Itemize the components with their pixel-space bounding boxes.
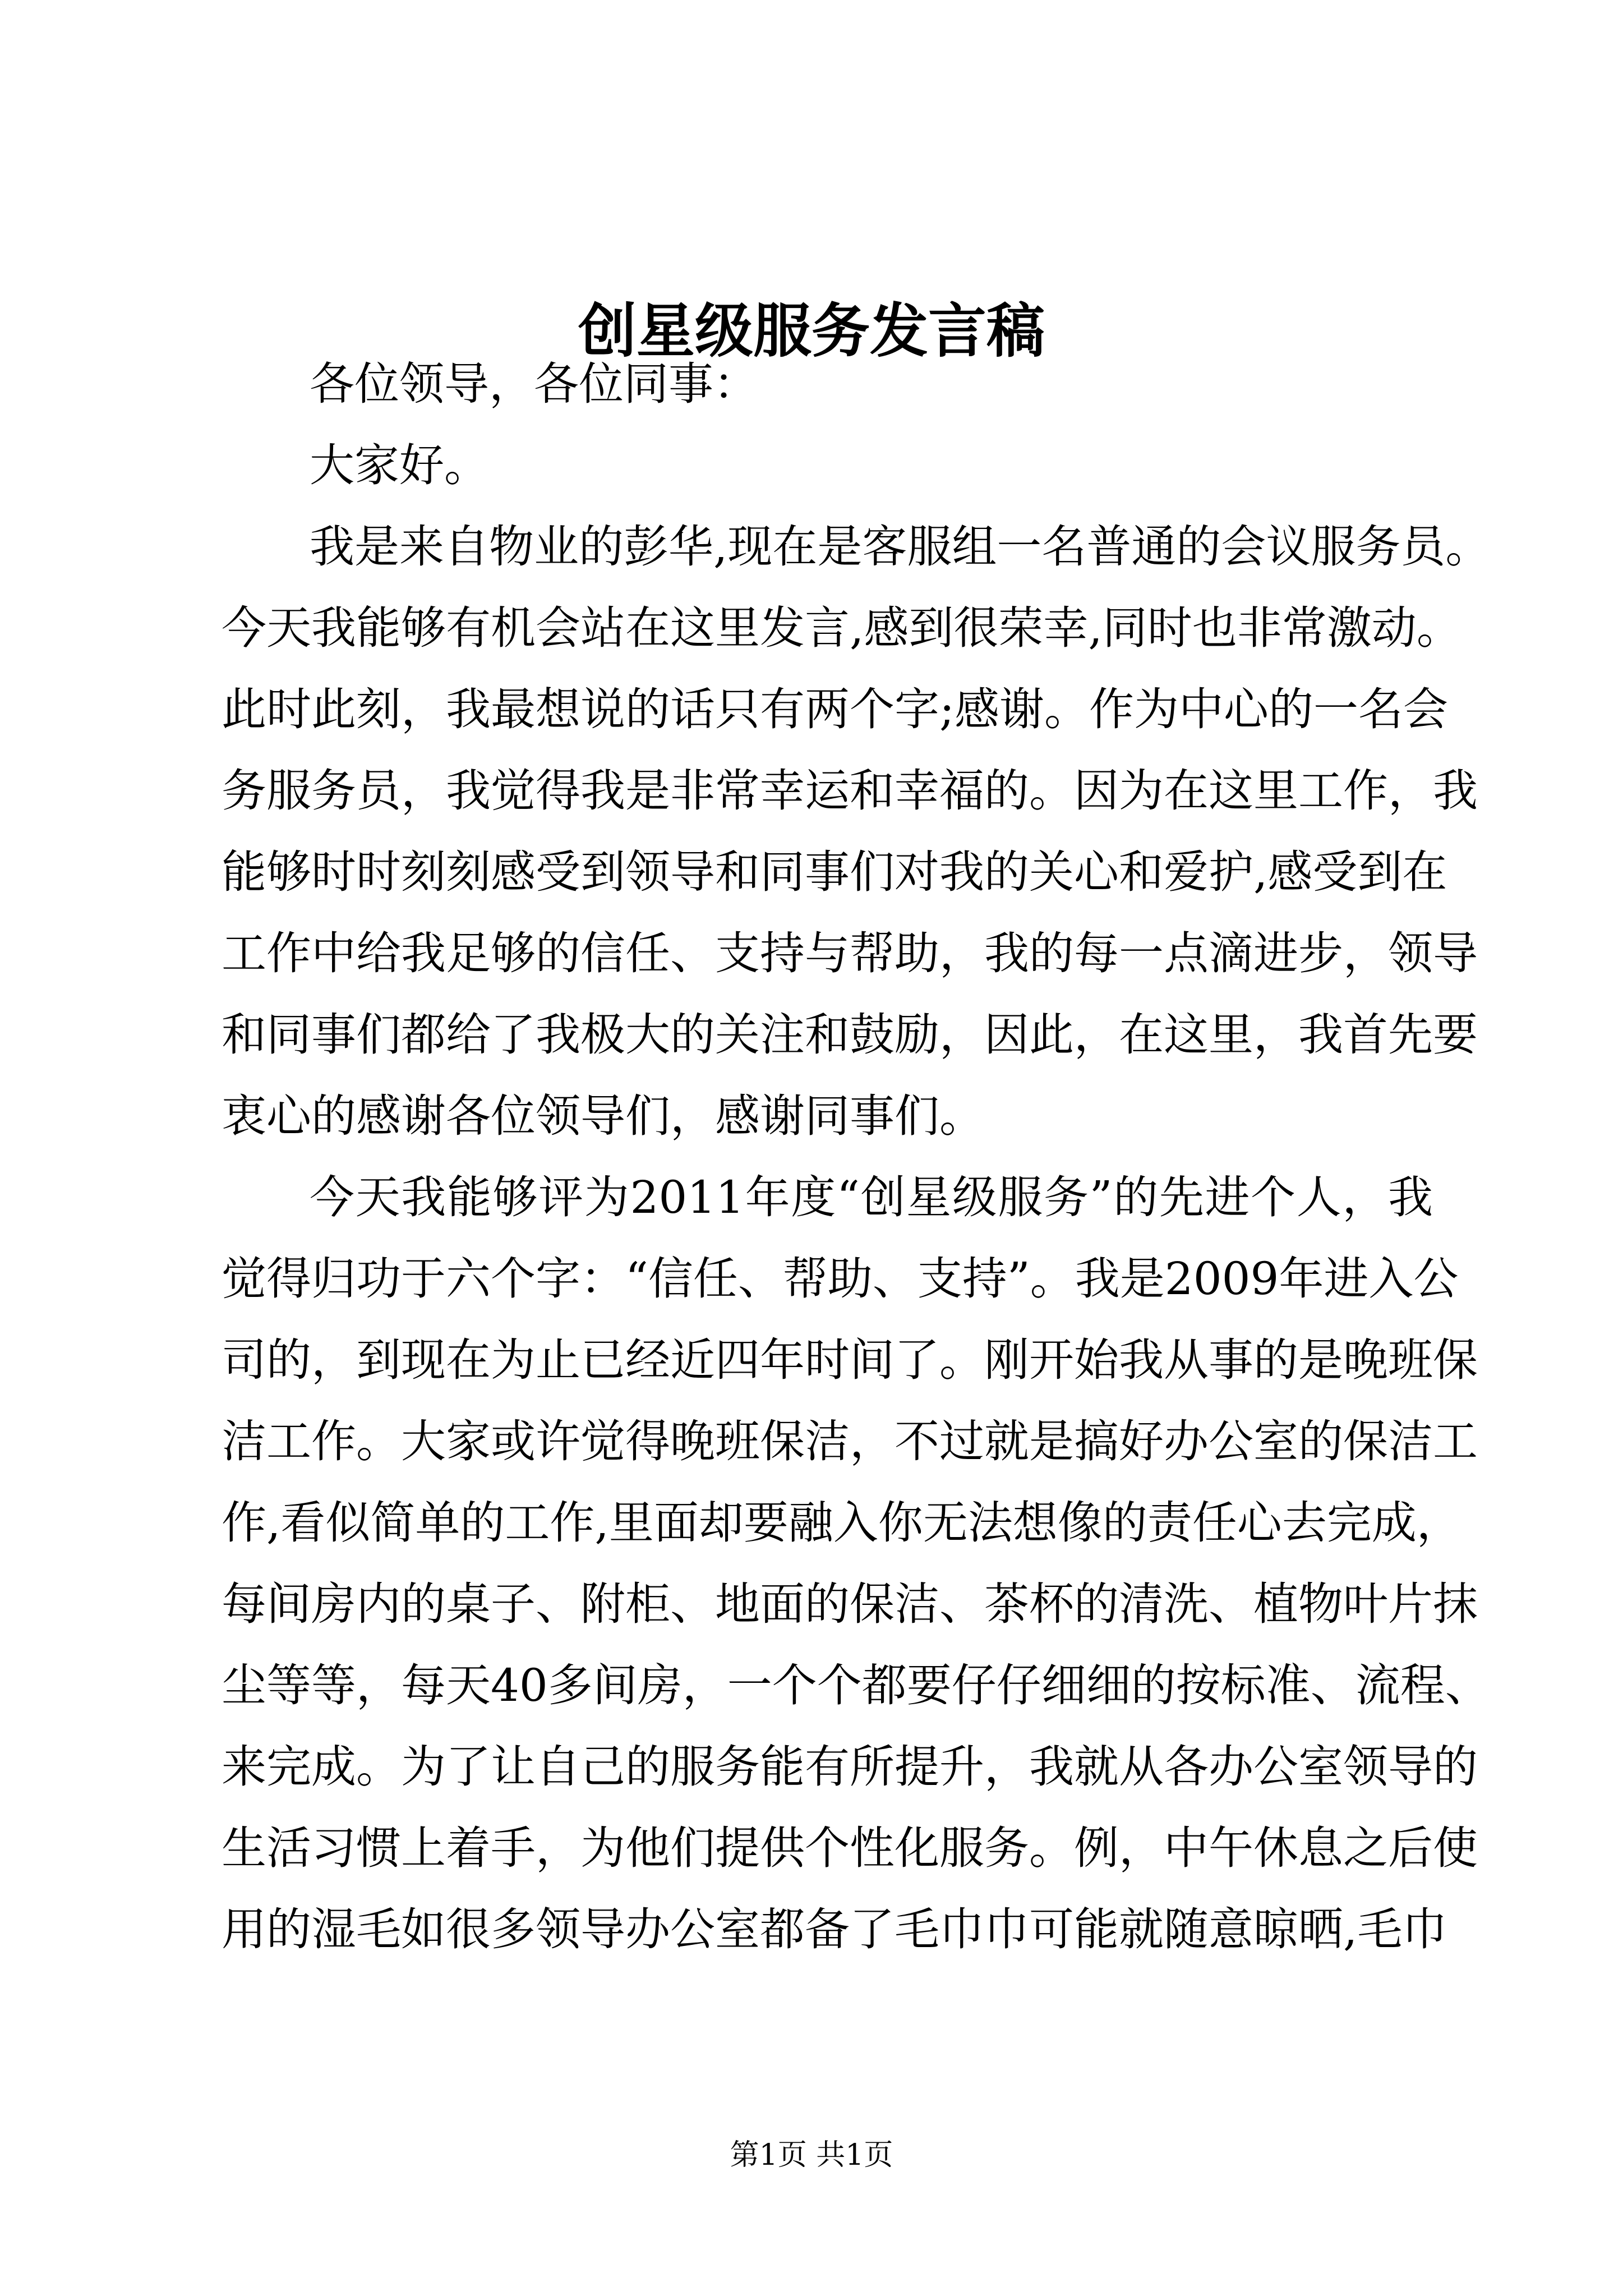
document-body [222, 343, 1491, 1970]
text-line: 作,看似简单的工作,里面却要融入你无法想像的责任心去完成， [222, 1497, 1461, 1549]
text-line: 今天我能够评为2011年度“创星级服务”的先进个人，我 [310, 1171, 1433, 1223]
text-line: 务服务员，我觉得我是非常幸运和幸福的。因为在这里工作，我 [222, 765, 1478, 817]
text-line: 工作中给我足够的信任、支持与帮助，我的每一点滴进步，领导 [222, 927, 1478, 979]
page-footer: 第1页 共1页 [730, 2138, 893, 2172]
text-line: 我是来自物业的彭华,现在是客服组一名普通的会议服务员。 [310, 521, 1491, 573]
text-line: 每间房内的桌子、附柜、地面的保洁、茶杯的清洗、植物叶片抹 [222, 1578, 1478, 1630]
text-line: 今天我能够有机会站在这里发言,感到很荣幸,同时也非常激动。 [222, 602, 1461, 654]
text-line: 衷心的感谢各位领导们，感谢同事们。 [222, 1090, 984, 1142]
text-line: 觉得归功于六个字：“信任、帮助、支持”。我是2009年进入公 [222, 1253, 1459, 1305]
text-line: 大家好。 [310, 439, 489, 491]
text-line: 洁工作。大家或许觉得晚班保洁，不过就是搞好办公室的保洁工 [222, 1415, 1478, 1467]
document-title: 创星级服务发言稿 [578, 296, 1045, 365]
text-line: 尘等等，每天40多间房，一个个都要仔仔细细的按标准、流程、 [222, 1659, 1490, 1711]
text-line: 和同事们都给了我极大的关注和鼓励，因此，在这里，我首先要 [222, 1009, 1478, 1061]
text-line: 此时此刻，我最想说的话只有两个字;感谢。作为中心的一名会 [222, 683, 1448, 735]
text-line: 来完成。为了让自己的服务能有所提升，我就从各办公室领导的 [222, 1741, 1478, 1793]
text-line: 司的，到现在为止已经近四年时间了。刚开始我从事的是晚班保 [222, 1334, 1478, 1386]
text-line: 能够时时刻刻感受到领导和同事们对我的关心和爱护,感受到在 [222, 846, 1447, 898]
text-line: 各位领导，各位同事： [310, 358, 758, 410]
text-line: 生活习惯上着手，为他们提供个性化服务。例，中午休息之后使 [222, 1822, 1478, 1874]
text-line: 用的湿毛如很多领导办公室都备了毛巾巾可能就随意晾晒,毛巾 [222, 1903, 1447, 1955]
